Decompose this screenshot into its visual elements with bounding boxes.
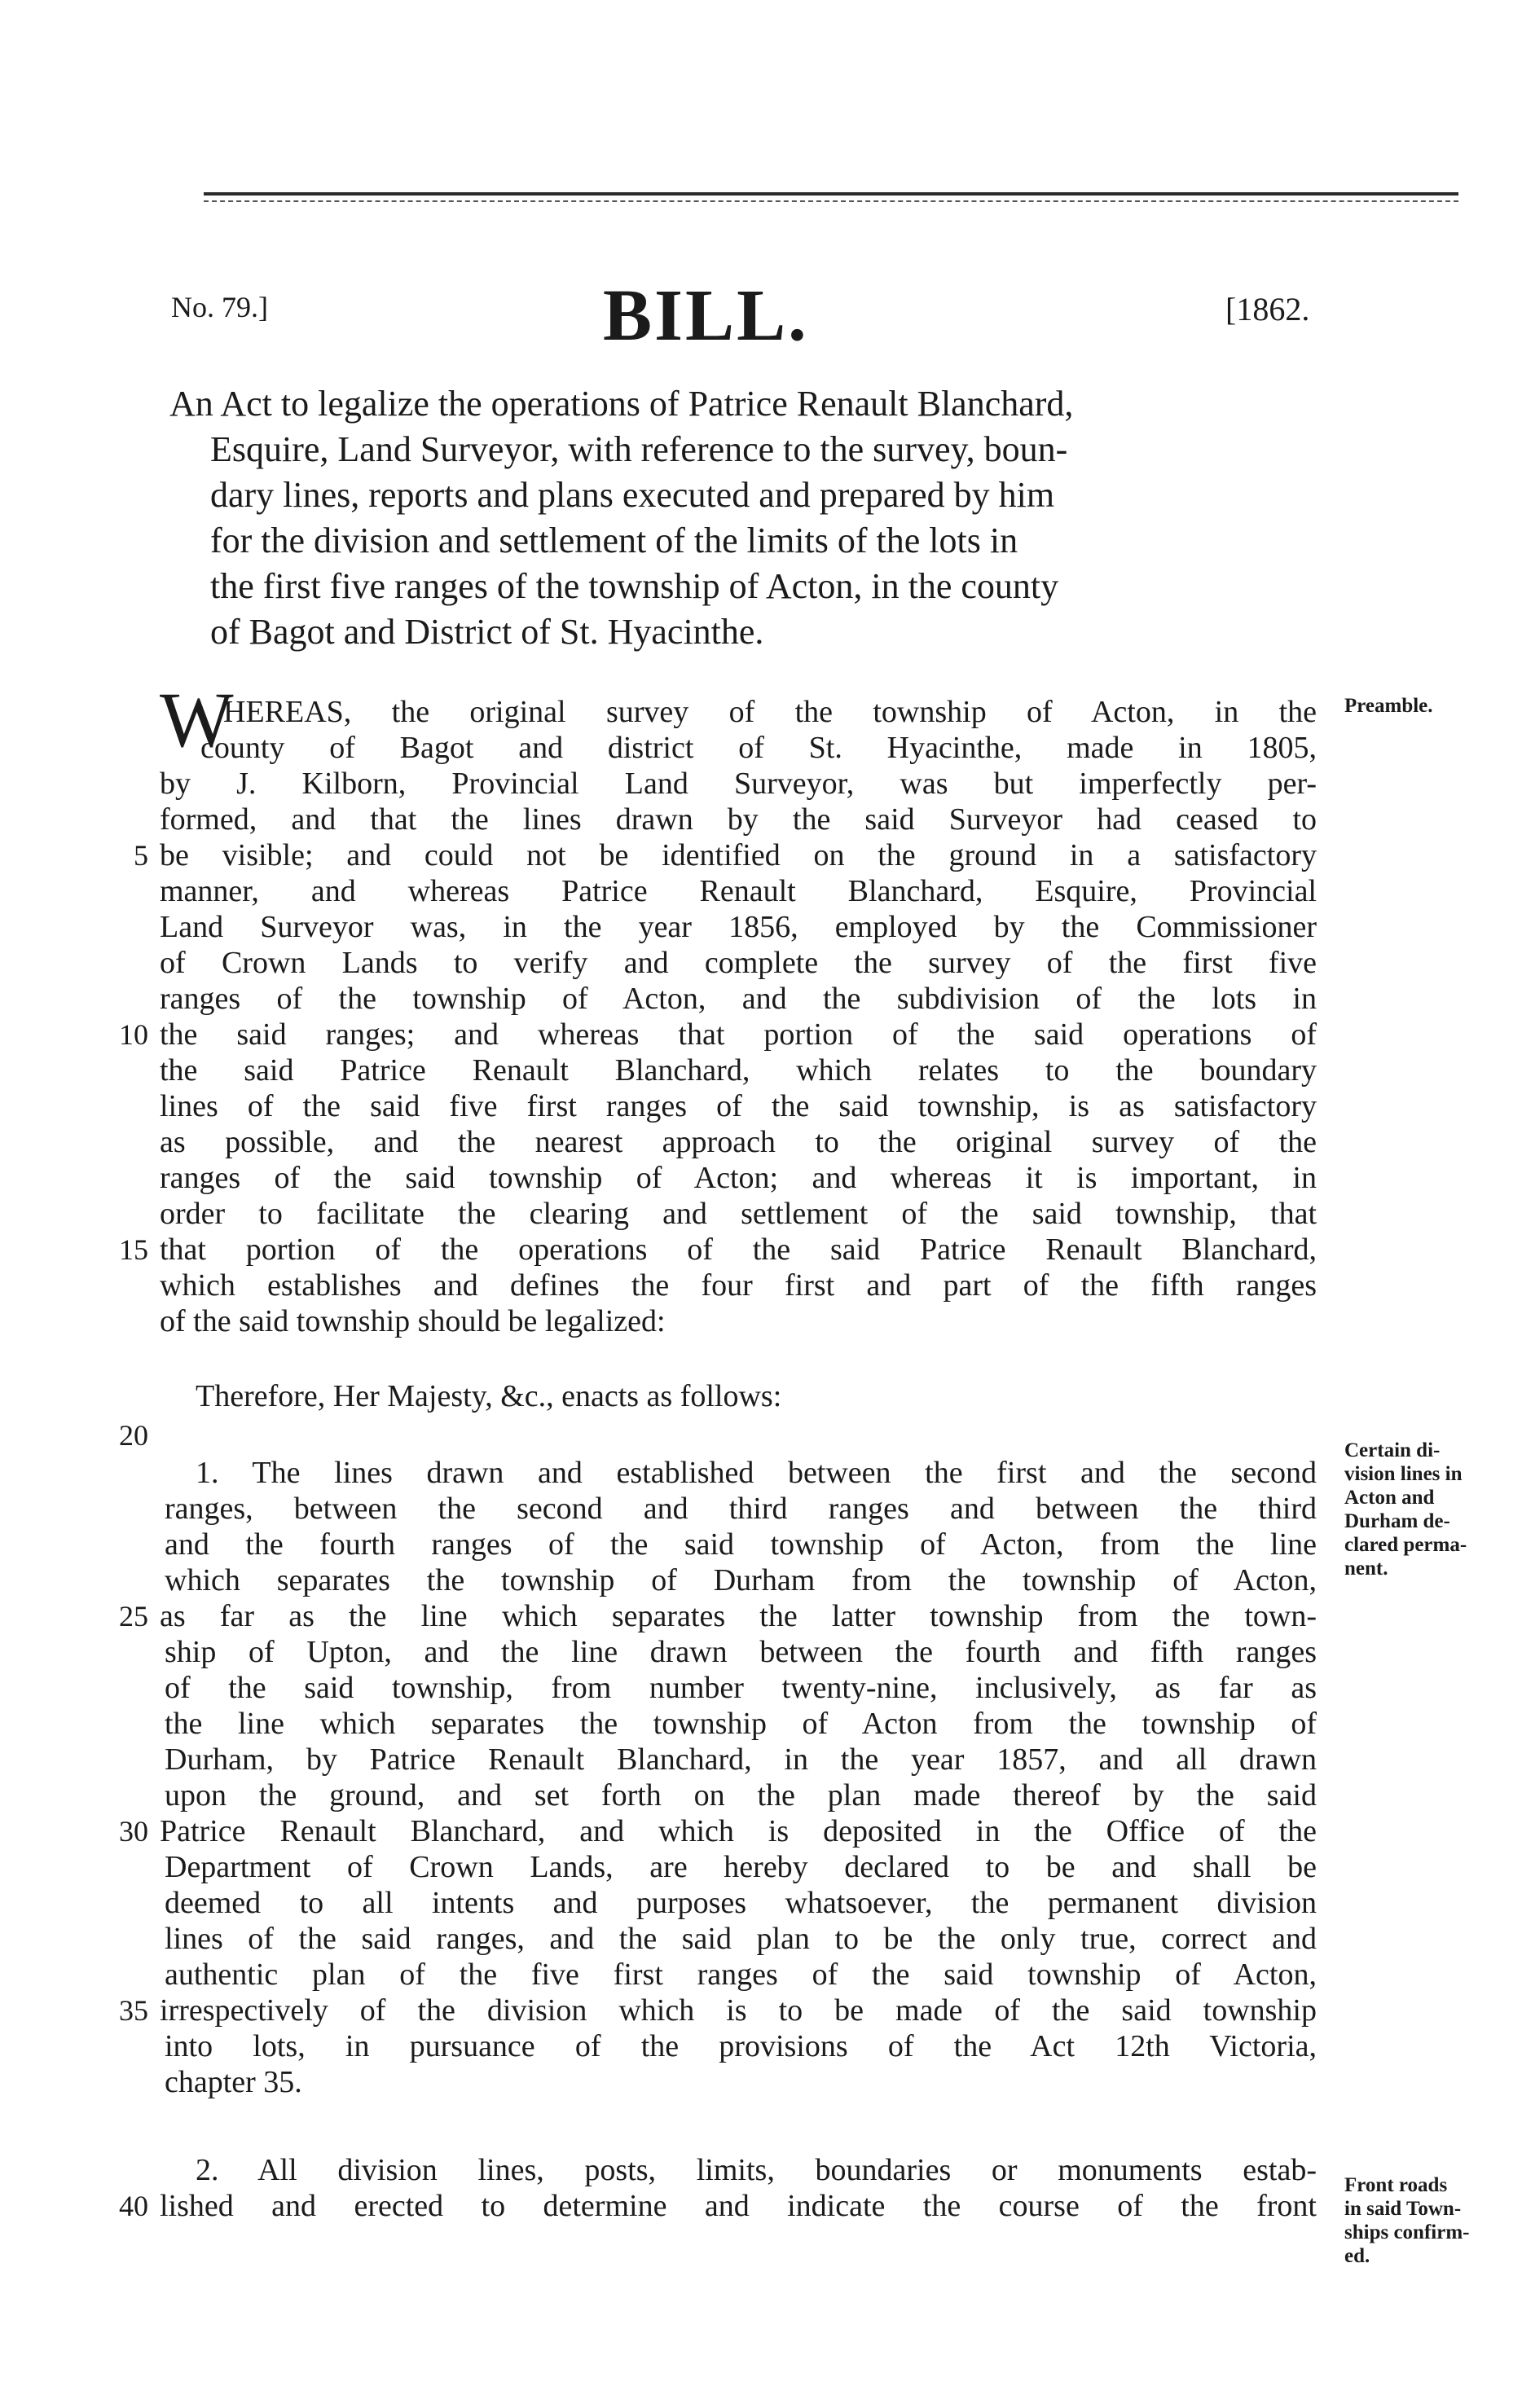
- drop-cap: W: [160, 676, 234, 763]
- line-text: which separates the township of Durham from the township of Acton,: [165, 1563, 1317, 1597]
- margin-note-line: ships confirm-: [1344, 2221, 1470, 2243]
- body-line: [119, 1598, 1325, 1634]
- body-line: [152, 2028, 1325, 2064]
- body-line: [152, 1339, 1325, 1375]
- body-line: [152, 1455, 1325, 1491]
- line-text: as possible, and the nearest approach to the original survey of the: [160, 1125, 1317, 1159]
- margin-note-line: ed.: [1344, 2245, 1370, 2267]
- line-text: that portion of the operations of the said Patrice Renault Blanchard,: [160, 1233, 1317, 1267]
- body-line: [119, 1017, 1325, 1052]
- line-text: upon the ground, and set forth on the plan made thereof by the said: [165, 1778, 1317, 1813]
- act-title-line: Esquire, Land Surveyor, with reference to the survey, boun-: [210, 429, 1068, 469]
- body-line: [152, 1088, 1325, 1124]
- line-text: irrespectively of the division which is to be made of the said township: [160, 1993, 1317, 2028]
- line-text: Department of Crown Lands, are hereby declared to be and shall be: [165, 1850, 1317, 1884]
- margin-note: [1344, 694, 1522, 718]
- body-line: [152, 1957, 1325, 1993]
- margin-note-line: Front roads: [1344, 2174, 1448, 2196]
- margin-note: [1344, 1439, 1522, 1580]
- act-title-line: dary lines, reports and plans executed and prepared by him: [210, 475, 1055, 515]
- bill-number: No. 79.]: [171, 291, 268, 323]
- body-line: [119, 1232, 1325, 1268]
- margin-note-line: clared perma-: [1344, 1534, 1467, 1556]
- body-line: [152, 909, 1325, 945]
- line-number: 10: [119, 1018, 148, 1051]
- body-line: [152, 1706, 1325, 1742]
- body-line: [152, 873, 1325, 909]
- line-text: the said ranges; and whereas that portion of the said operations of: [160, 1017, 1317, 1052]
- body-line: [152, 2064, 1325, 2100]
- act-title-line: for the division and settlement of the limits of the lots in: [210, 521, 1018, 560]
- line-number: 35: [119, 1994, 148, 2027]
- line-text: by J. Kilborn, Provincial Land Surveyor, was but imperfectly per-: [160, 767, 1317, 801]
- body-line: [152, 1634, 1325, 1670]
- margin-note-line: nent.: [1344, 1558, 1388, 1580]
- body-line: [152, 1527, 1325, 1562]
- body-line: [152, 981, 1325, 1017]
- line-text: the said Patrice Renault Blanchard, which relates to the boundary: [160, 1053, 1317, 1088]
- body-line: [152, 1378, 1325, 1414]
- body-line: [152, 802, 1325, 837]
- line-number: 30: [119, 1815, 148, 1848]
- line-text: chapter 35.: [165, 2065, 302, 2099]
- line-text: of the said township, from number twenty-nine, inclusively, as far as: [165, 1671, 1317, 1705]
- top-rule: [204, 192, 1458, 202]
- line-number: 40: [119, 2190, 148, 2222]
- body-line: [152, 766, 1325, 802]
- line-text: Patrice Renault Blanchard, and which is deposited in the Office of the: [160, 1814, 1317, 1848]
- body-line: [152, 2111, 1325, 2147]
- line-text: order to facilitate the clearing and settlement of the said township, that: [160, 1197, 1317, 1231]
- body-line: [152, 1124, 1325, 1160]
- act-title-line: of Bagot and District of St. Hyacinthe.: [210, 612, 764, 652]
- line-text: HEREAS, the original survey of the township of Acton, in the: [223, 695, 1317, 729]
- line-text: as far as the line which separates the latter township from the town-: [160, 1599, 1317, 1633]
- line-text: ranges, between the second and third ranges and between the third: [165, 1492, 1317, 1526]
- act-title: [169, 381, 1286, 655]
- margin-note-line: Durham de-: [1344, 1510, 1450, 1532]
- body-line: [119, 1993, 1325, 2028]
- body-line: [152, 730, 1325, 766]
- act-title-line: the first five ranges of the township of Acton, in the county: [210, 566, 1059, 606]
- line-text: county of Bagot and district of St. Hyacinthe, made in 1805,: [200, 731, 1317, 765]
- line-text: into lots, in pursuance of the provisions of the Act 12th Victoria,: [165, 2029, 1317, 2063]
- line-text: and the fourth ranges of the said township of Acton, from the line: [165, 1527, 1317, 1562]
- line-text: 1. The lines drawn and established between the first and the second: [196, 1456, 1317, 1490]
- line-text: the line which separates the township of Acton from the township of: [165, 1707, 1317, 1741]
- body-line: [152, 1160, 1325, 1196]
- body-line: [152, 1303, 1325, 1339]
- line-text: ship of Upton, and the line drawn between the fourth and fifth ranges: [165, 1635, 1317, 1669]
- line-text: 2. All division lines, posts, limits, boundaries or monuments estab-: [196, 2153, 1317, 2187]
- body-line: [119, 1417, 1325, 1453]
- line-text: lines of the said ranges, and the said plan to be the only true, correct and: [165, 1922, 1317, 1956]
- line-text: Durham, by Patrice Renault Blanchard, in the year 1857, and all drawn: [165, 1742, 1317, 1777]
- line-text: ranges of the township of Acton, and the subdivision of the lots in: [160, 982, 1317, 1016]
- margin-note-line: vision lines in: [1344, 1463, 1463, 1485]
- bill-title: BILL.: [603, 275, 809, 356]
- line-text: Land Surveyor was, in the year 1856, employed by the Commissioner: [160, 910, 1317, 944]
- line-text: deemed to all intents and purposes whatsoever, the permanent division: [165, 1886, 1317, 1920]
- line-number: 5: [134, 839, 148, 872]
- body-line: [152, 1268, 1325, 1303]
- body-line: [152, 1491, 1325, 1527]
- body-line: [152, 1921, 1325, 1957]
- body-line: [119, 2188, 1325, 2224]
- margin-note-line: Acton and: [1344, 1487, 1435, 1509]
- act-title-line: An Act to legalize the operations of Patrice Renault Blanchard,: [169, 384, 1074, 424]
- line-text: be visible; and could not be identified on the ground in a satisfactory: [160, 838, 1317, 872]
- line-text: formed, and that the lines drawn by the said Surveyor had ceased to: [160, 802, 1317, 837]
- line-text: of the said township should be legalized:: [160, 1304, 666, 1338]
- body-line: [152, 2152, 1325, 2188]
- bill-year: [1862.: [1225, 291, 1310, 327]
- body-line: [152, 1885, 1325, 1921]
- line-number: 15: [119, 1233, 148, 1266]
- body-line: [119, 1813, 1325, 1849]
- line-text: lines of the said five first ranges of the said township, is as satisfactory: [160, 1089, 1317, 1123]
- body-line: [152, 945, 1325, 981]
- margin-note-line: Preamble.: [1344, 695, 1433, 717]
- line-text: authentic plan of the five first ranges of the said township of Acton,: [165, 1958, 1317, 1992]
- line-text: which establishes and defines the four first and part of the fifth ranges: [160, 1268, 1317, 1303]
- line-text: ranges of the said township of Acton; and whereas it is important, in: [160, 1161, 1317, 1195]
- body-line: [152, 1777, 1325, 1813]
- body-line: [152, 1052, 1325, 1088]
- body-line: [152, 1196, 1325, 1232]
- line-text: of Crown Lands to verify and complete the survey of the first five: [160, 946, 1317, 980]
- line-text: Therefore, Her Majesty, &c., enacts as follows:: [196, 1379, 782, 1413]
- body-line: [152, 1742, 1325, 1777]
- line-text: manner, and whereas Patrice Renault Blanchard, Esquire, Provincial: [160, 874, 1317, 908]
- body-line: [152, 1670, 1325, 1706]
- margin-note-line: Certain di-: [1344, 1439, 1441, 1461]
- line-text: lished and erected to determine and indicate the course of the front: [160, 2189, 1317, 2223]
- margin-note-line: in said Town-: [1344, 2198, 1462, 2220]
- line-number: 20: [119, 1419, 148, 1452]
- line-number: 25: [119, 1600, 148, 1632]
- body-line: [152, 1849, 1325, 1885]
- body-line: [134, 837, 1325, 873]
- body-line: [152, 694, 1325, 730]
- margin-note: [1344, 2173, 1522, 2268]
- body-line: [152, 1562, 1325, 1598]
